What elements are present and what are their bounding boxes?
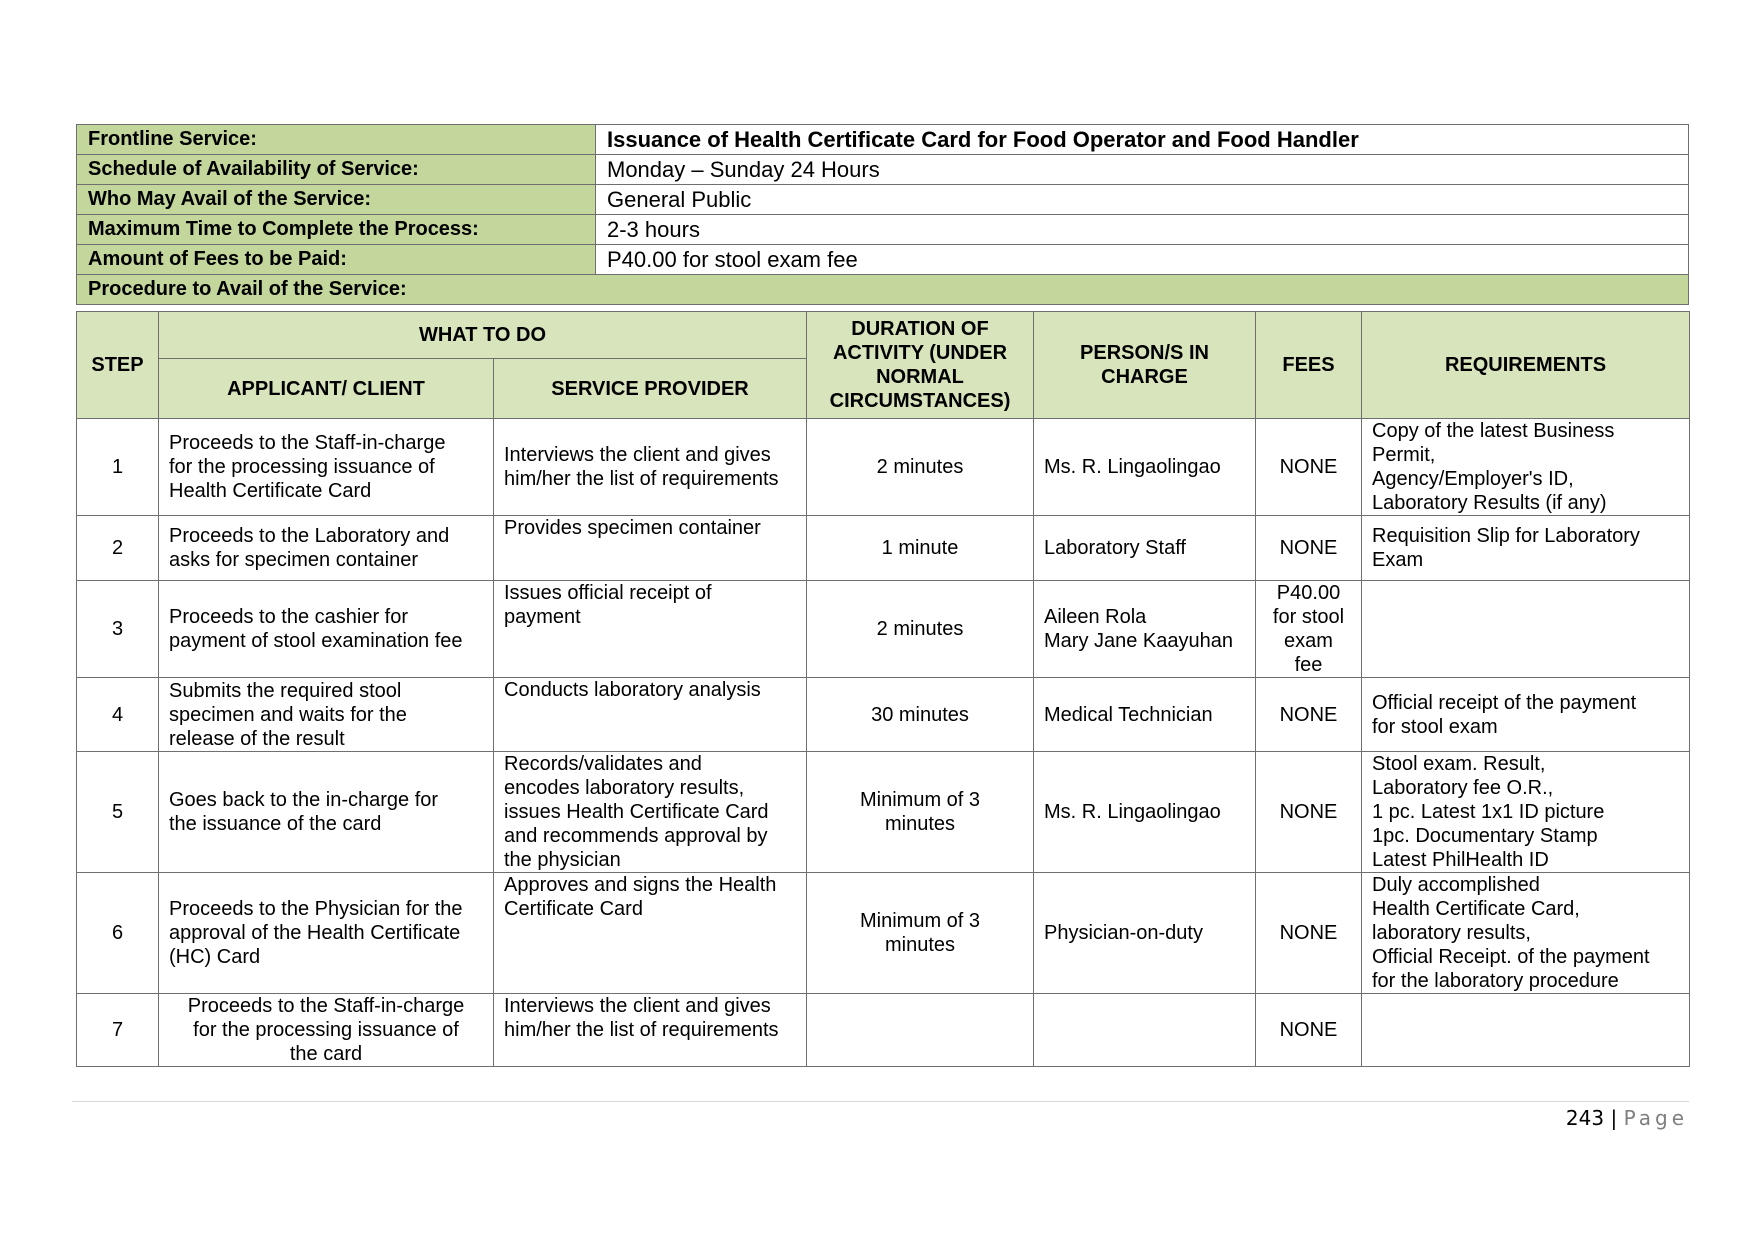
header-duration: DURATION OF ACTIVITY (UNDER NORMAL CIRCUMSTANCES) — [807, 312, 1034, 419]
step-cell: 1 — [77, 419, 159, 516]
schedule-label: Schedule of Availability of Service: — [77, 155, 596, 185]
maxtime-value: 2-3 hours — [596, 215, 1689, 245]
procedure-table — [76, 311, 1690, 1067]
page-separator: | — [1610, 1106, 1618, 1130]
fees-cell: NONE — [1256, 419, 1362, 516]
service-info-table — [76, 124, 1689, 305]
requirements-cell — [1362, 994, 1690, 1067]
info-row-maxtime — [77, 215, 1689, 245]
provider-cell: Records/validates and encodes laboratory results, issues Health Certificate Card and recommends approval by the physician — [494, 752, 807, 873]
applicant-cell: Goes back to the in-charge for the issuance of the card — [159, 752, 494, 873]
person-cell: Ms. R. Lingaolingao — [1034, 752, 1256, 873]
duration-cell: 30 minutes — [807, 678, 1034, 752]
table-row — [77, 873, 1690, 994]
applicant-cell: Proceeds to the Staff-in-charge for the processing issuance of the card — [159, 994, 494, 1067]
provider-cell: Conducts laboratory analysis — [494, 678, 807, 752]
applicant-cell: Proceeds to the cashier for payment of stool examination fee — [159, 581, 494, 678]
fees-label: Amount of Fees to be Paid: — [77, 245, 596, 275]
page-number — [1566, 1106, 1688, 1130]
fees-cell: NONE — [1256, 994, 1362, 1067]
table-row — [77, 994, 1690, 1067]
who-label: Who May Avail of the Service: — [77, 185, 596, 215]
header-step: STEP — [77, 312, 159, 419]
step-cell: 3 — [77, 581, 159, 678]
applicant-cell: Submits the required stool specimen and waits for the release of the result — [159, 678, 494, 752]
provider-cell: Interviews the client and gives him/her the list of requirements — [494, 419, 807, 516]
maxtime-label: Maximum Time to Complete the Process: — [77, 215, 596, 245]
step-cell: 5 — [77, 752, 159, 873]
person-cell: Medical Technician — [1034, 678, 1256, 752]
step-cell: 4 — [77, 678, 159, 752]
applicant-cell: Proceeds to the Laboratory and asks for specimen container — [159, 516, 494, 581]
requirements-cell: Copy of the latest Business Permit, Agency/Employer's ID, Laboratory Results (if any) — [1362, 419, 1690, 516]
requirements-cell — [1362, 581, 1690, 678]
person-cell: Physician-on-duty — [1034, 873, 1256, 994]
fees-cell: P40.00 for stool exam fee — [1256, 581, 1362, 678]
requirements-cell: Stool exam. Result, Laboratory fee O.R., 1 pc. Latest 1x1 ID picture 1pc. Documentary Stamp Latest PhilHealth ID — [1362, 752, 1690, 873]
table-row — [77, 419, 1690, 516]
header-row-top — [77, 312, 1690, 359]
fees-cell: NONE — [1256, 873, 1362, 994]
applicant-cell: Proceeds to the Physician for the approval of the Health Certificate (HC) Card — [159, 873, 494, 994]
info-row-frontline — [77, 125, 1689, 155]
person-cell: Ms. R. Lingaolingao — [1034, 419, 1256, 516]
header-provider: SERVICE PROVIDER — [494, 359, 807, 419]
applicant-cell: Proceeds to the Staff-in-charge for the processing issuance of Health Certificate Card — [159, 419, 494, 516]
fees-value: P40.00 for stool exam fee — [596, 245, 1689, 275]
provider-cell: Provides specimen container — [494, 516, 807, 581]
header-fees: FEES — [1256, 312, 1362, 419]
frontline-label: Frontline Service: — [77, 125, 596, 155]
table-row — [77, 678, 1690, 752]
duration-cell: 2 minutes — [807, 581, 1034, 678]
info-row-schedule — [77, 155, 1689, 185]
fees-cell: NONE — [1256, 516, 1362, 581]
duration-cell: Minimum of 3 minutes — [807, 752, 1034, 873]
fees-cell: NONE — [1256, 752, 1362, 873]
requirements-cell: Official receipt of the payment for stool exam — [1362, 678, 1690, 752]
duration-cell: Minimum of 3 minutes — [807, 873, 1034, 994]
header-person: PERSON/S IN CHARGE — [1034, 312, 1256, 419]
person-cell: Aileen Rola Mary Jane Kaayuhan — [1034, 581, 1256, 678]
duration-cell: 1 minute — [807, 516, 1034, 581]
info-row-procedure — [77, 275, 1689, 305]
header-what-to-do: WHAT TO DO — [159, 312, 807, 359]
page-number-value: 243 — [1565, 1106, 1605, 1130]
frontline-value: Issuance of Health Certificate Card for Food Operator and Food Handler — [596, 125, 1689, 155]
step-cell: 2 — [77, 516, 159, 581]
info-row-who — [77, 185, 1689, 215]
info-row-fees — [77, 245, 1689, 275]
page-word: Page — [1623, 1106, 1688, 1130]
provider-cell: Interviews the client and gives him/her the list of requirements — [494, 994, 807, 1067]
table-row — [77, 752, 1690, 873]
table-row — [77, 516, 1690, 581]
requirements-cell: Duly accomplished Health Certificate Card, laboratory results, Official Receipt. of the payment for the laboratory procedure — [1362, 873, 1690, 994]
step-cell: 7 — [77, 994, 159, 1067]
header-applicant: APPLICANT/ CLIENT — [159, 359, 494, 419]
person-cell: Laboratory Staff — [1034, 516, 1256, 581]
requirements-cell: Requisition Slip for Laboratory Exam — [1362, 516, 1690, 581]
provider-cell: Issues official receipt of payment — [494, 581, 807, 678]
who-value: General Public — [596, 185, 1689, 215]
schedule-value: Monday – Sunday 24 Hours — [596, 155, 1689, 185]
procedure-label: Procedure to Avail of the Service: — [77, 275, 1689, 305]
duration-cell: 2 minutes — [807, 419, 1034, 516]
duration-cell — [807, 994, 1034, 1067]
footer-divider — [72, 1101, 1689, 1102]
person-cell — [1034, 994, 1256, 1067]
header-requirements: REQUIREMENTS — [1362, 312, 1690, 419]
table-row — [77, 581, 1690, 678]
provider-cell: Approves and signs the Health Certificate Card — [494, 873, 807, 994]
step-cell: 6 — [77, 873, 159, 994]
fees-cell: NONE — [1256, 678, 1362, 752]
